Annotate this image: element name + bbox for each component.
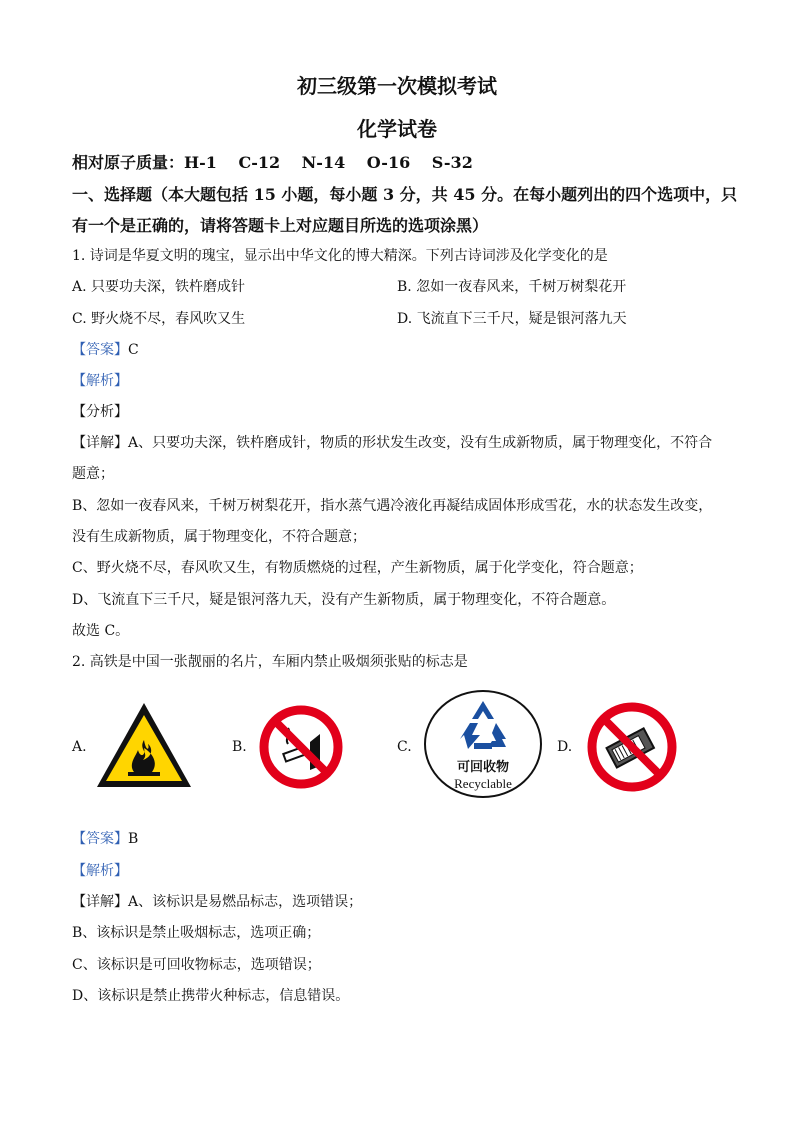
q1-analysis-label: 【解析】 xyxy=(72,373,128,389)
q2-answer: B xyxy=(128,831,139,847)
q1-conclusion: 故选 C。 xyxy=(72,623,130,639)
detail-label: 【详解】 xyxy=(72,435,128,451)
q2-detail-a-text: A、该标识是易燃品标志，选项错误； xyxy=(128,894,363,910)
q1-answer-line xyxy=(72,339,139,359)
answer-label: 【答案】 xyxy=(72,342,128,358)
q2-detail-a xyxy=(72,891,362,911)
section-heading-line2: 有一个是正确的，请将答题卡上对应题目所选的选项涂黑） xyxy=(72,216,489,235)
recycle-cn-label: 可回收物 xyxy=(456,760,510,775)
detail-label: 【详解】 xyxy=(72,894,128,910)
recyclable-sign xyxy=(422,689,544,799)
page-subtitle: 化学试卷 xyxy=(357,117,437,141)
section-heading-line1: 一、选择题（本大题包括 15 小题，每小题 3 分，共 45 分。在每小题列出的四个选项中，只 xyxy=(72,185,738,204)
q2-option-b-label: B. xyxy=(232,739,247,755)
q1-detail-b-line1: B、忽如一夜春风来，千树万树梨花开，指水蒸气遇冷液化再凝结成固体形成雪花，水的状态发生改变， xyxy=(72,498,713,514)
q1-detail-d: D、飞流直下三千尺，疑是银河落九天，没有产生新物质，属于物理变化，不符合题意。 xyxy=(72,592,616,608)
q1-detail-c: C、野火烧不尽，春风吹又生，有物质燃烧的过程，产生新物质，属于化学变化，符合题意； xyxy=(72,560,643,576)
page-title: 初三级第一次模拟考试 xyxy=(297,74,497,98)
q1-fenxi-label: 【分析】 xyxy=(72,404,128,420)
q1-answer: C xyxy=(128,342,139,358)
q1-option-d: D. 飞流直下三千尺，疑是银河落九天 xyxy=(397,311,627,327)
recycle-en-label: Recyclable xyxy=(454,776,512,791)
q2-detail-c: C、该标识是可回收物标志，选项错误； xyxy=(72,957,321,973)
q2-detail-b: B、该标识是禁止吸烟标志，选项正确； xyxy=(72,925,321,941)
q2-answer-line xyxy=(72,828,138,848)
q1-option-a: A. 只要功夫深，铁杵磨成针 xyxy=(72,279,246,295)
q2-option-d-label: D. xyxy=(557,739,573,755)
q2-stem: 2. 高铁是中国一张靓丽的名片，车厢内禁止吸烟须张贴的标志是 xyxy=(72,654,468,670)
answer-label: 【答案】 xyxy=(72,831,128,847)
q2-detail-d: D、该标识是禁止携带火种标志，信息错误。 xyxy=(72,988,350,1004)
q2-analysis-label: 【解析】 xyxy=(72,863,128,879)
q1-option-c: C. 野火烧不尽，春风吹又生 xyxy=(72,311,246,327)
q1-detail-a-line2: 题意； xyxy=(72,466,114,482)
q1-detail-a-text: A、只要功夫深，铁杵磨成针，物质的形状发生改变，没有生成新物质，属于物理变化，不符合 xyxy=(128,435,713,451)
q2-option-a-label: A. xyxy=(72,739,87,755)
no-smoking-sign xyxy=(258,704,344,790)
q1-option-b: B. 忽如一夜春风来，千树万树梨花开 xyxy=(397,279,627,295)
q1-detail-b-line2: 没有生成新物质，属于物理变化，不符合题意； xyxy=(72,529,366,545)
q1-detail-a-line1 xyxy=(72,432,712,452)
atomic-mass-line: 相对原子质量：H-1 C-12 N-14 O-16 S-32 xyxy=(72,153,473,172)
q1-stem: 1. 诗词是华夏文明的瑰宝，显示出中华文化的博大精深。下列古诗词涉及化学变化的是 xyxy=(72,248,608,264)
no-fire-source-sign xyxy=(585,700,679,794)
q2-option-c-label: C. xyxy=(397,739,412,755)
flammable-warning-sign xyxy=(94,700,194,790)
